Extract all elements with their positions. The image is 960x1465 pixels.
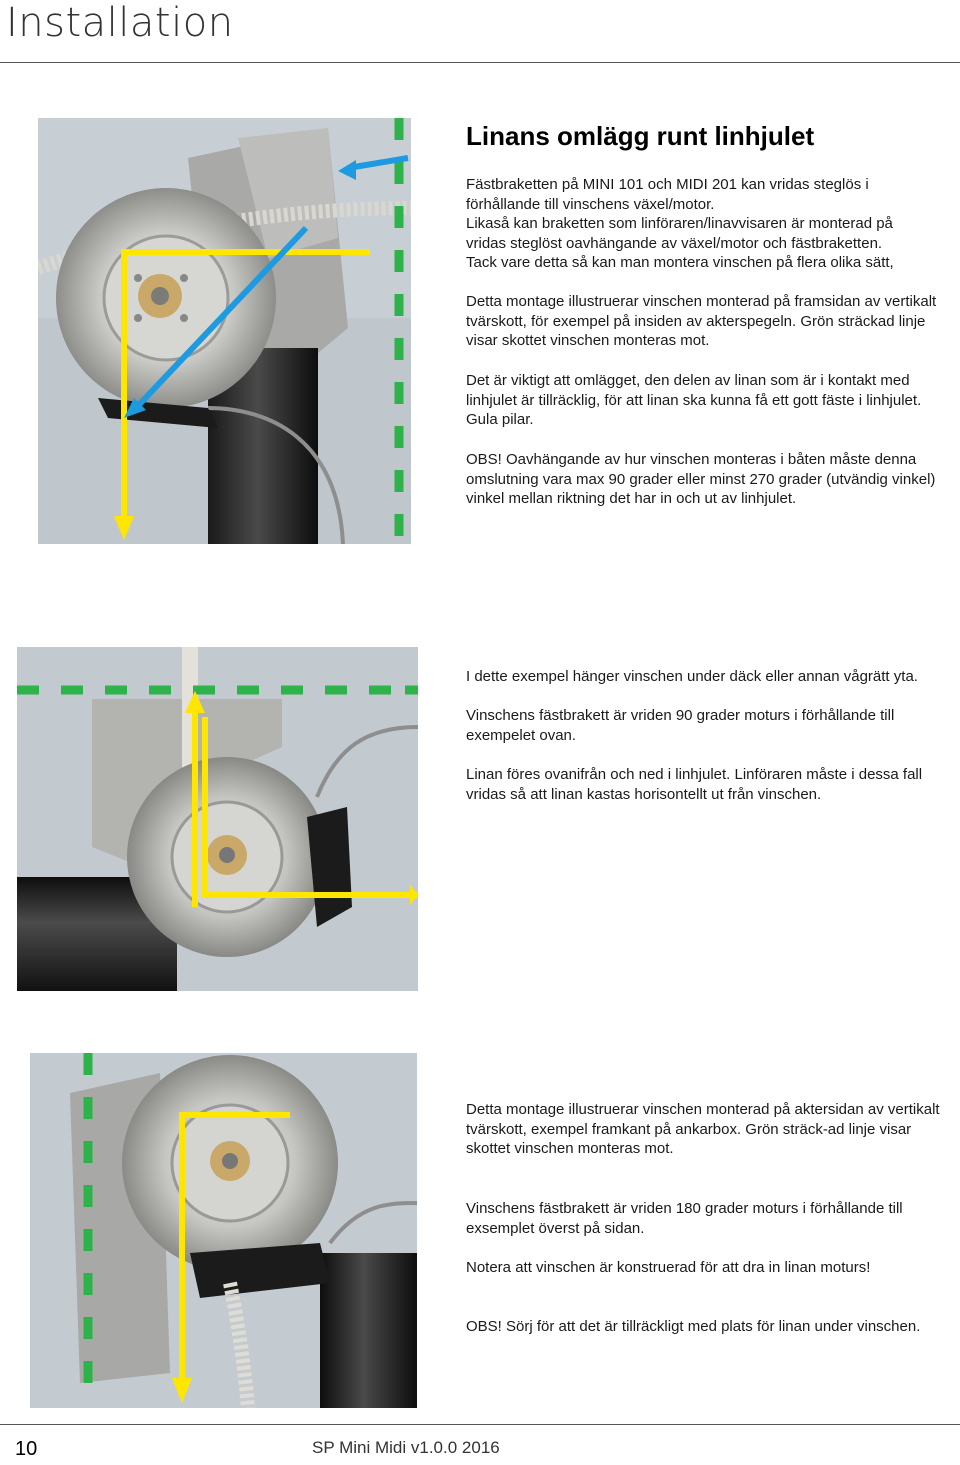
under-deck-paragraph-3: Linan föres ovanifrån och ned i linhjulet. Linföraren måste i dessa fall vridas så att linan kastas horisontellt ut från vinschen. (466, 766, 923, 803)
aft-mount-paragraph-3: Notera att vinschen är konstruerad för att dra in linan moturs! (466, 1259, 871, 1276)
intro-line: Fästbraketten på MINI 101 och MIDI 201 kan vridas steglös i (466, 176, 869, 193)
aft-mount-paragraph-4: OBS! Sörj för att det är tillräckligt med plats för linan under vinschen. (466, 1318, 921, 1335)
footer-divider (0, 1424, 960, 1425)
aft-mount-paragraph-1: Detta montage illustruerar vinschen monterad på aktersidan av vertikalt tvärskott, exempel framkant på ankarbox. Grön sträck-ad linje visar skottet vinschen monteras mot. (466, 1101, 940, 1158)
header-divider (0, 62, 960, 63)
intro-line: Tack vare detta så kan man montera vinschen på flera olika sätt, (466, 254, 894, 272)
section-title: Linans omlägg runt linhjulet (466, 121, 815, 151)
front-mount-paragraph: Detta montage illustruerar vinschen monterad på framsidan av vertikalt tvärskott, för exempel på insiden av akterspegeln. Grön sträckad linje visar skottet vinschen monteras mot. (466, 293, 937, 350)
under-deck-paragraph-2: Vinschens fästbrakett är vriden 90 grader moturs i förhållande till exempelet ovan. (466, 707, 895, 744)
intro-line: förhållande till vinschens växel/motor. (466, 195, 715, 213)
photo-aft-mount (30, 1053, 417, 1408)
page-header-title: Installation (6, 0, 234, 46)
page-number: 10 (15, 1438, 38, 1460)
footer-doc-title: SP Mini Midi v1.0.0 2016 (312, 1438, 500, 1457)
aft-mount-paragraph-2: Vinschens fästbrakett är vriden 180 grader moturs i förhållande till exsemplet överst på sidan. (466, 1200, 903, 1237)
intro-line: vridas steglöst oavhängande av växel/motor och fästbraketten. (466, 234, 883, 252)
photo-front-mount (38, 118, 411, 544)
obs-paragraph: OBS! Oavhängande av hur vinschen monteras i båten måste denna omslutning vara max 90 grader eller minst 270 grader (utvändig vinkel) vinkel mellan riktning det har in och ut av linhjulet. (466, 451, 936, 508)
under-deck-paragraph-1: I dette exempel hänger vinschen under däck eller annan vågrätt yta. (466, 668, 918, 685)
wrap-paragraph: Det är viktigt att omlägget, den delen av linan som är i kontakt med linhjulet är tillräcklig, för att linan ska kunna få ett gott fäste i linhjulet. Gula pilar. (466, 372, 922, 429)
intro-line: Likaså kan braketten som linföraren/linavvisaren är monterad på (466, 215, 893, 233)
photo-under-deck (17, 647, 418, 991)
intro-text (466, 175, 946, 273)
